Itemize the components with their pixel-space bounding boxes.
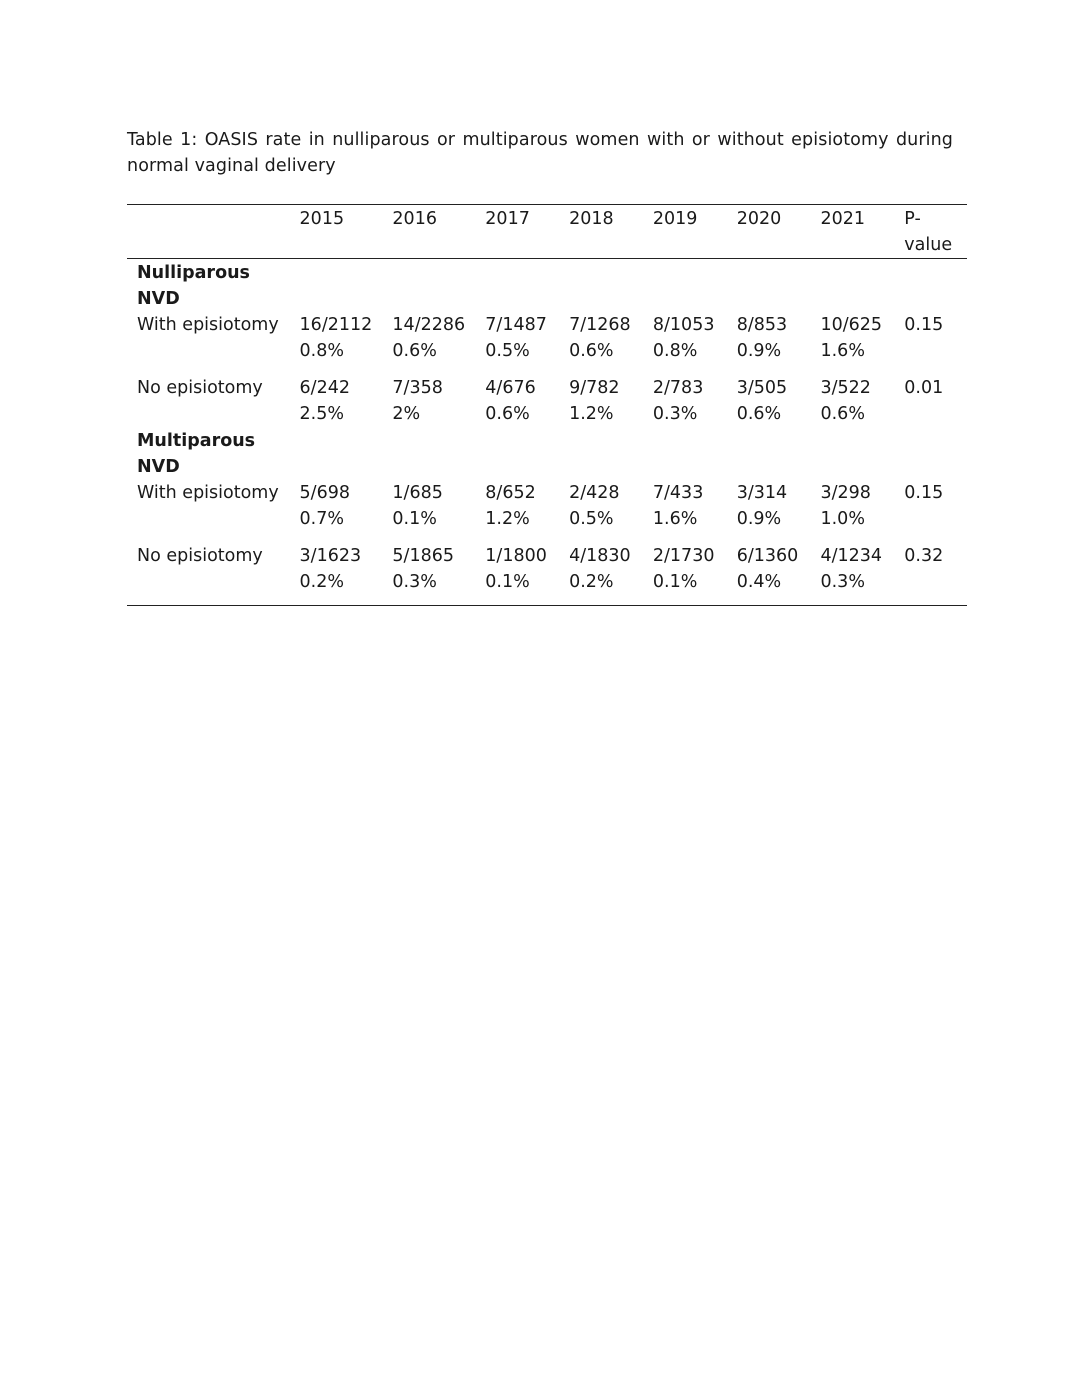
table-body <box>127 259 967 606</box>
group-header-row <box>127 259 967 313</box>
year-cell <box>559 480 643 543</box>
cell-count: 7/358 <box>392 378 443 398</box>
cell-count: 8/853 <box>736 315 788 335</box>
cell-rate: 0.3% <box>392 572 437 592</box>
year-cell <box>727 543 811 606</box>
cell-rate: 0.6% <box>820 404 865 424</box>
header-cell-p-value <box>894 205 967 259</box>
header-cell-year: 2020 <box>736 209 782 229</box>
year-cell <box>727 312 811 375</box>
empty-cell <box>894 259 967 313</box>
cell-rate: 1.2% <box>569 404 614 424</box>
year-cell <box>810 543 894 606</box>
header-cell-year: 2018 <box>569 209 614 229</box>
header-cell-year: 2017 <box>485 209 530 229</box>
year-cell <box>643 375 727 427</box>
group-label-line: NVD <box>137 289 180 309</box>
cell-count: 5/698 <box>299 483 350 503</box>
table-row <box>127 543 967 606</box>
cell-count: 2/1730 <box>652 546 715 566</box>
cell-rate: 0.6% <box>392 341 437 361</box>
year-cell <box>290 543 383 606</box>
cell-rate: 0.9% <box>736 509 782 529</box>
cell-rate: 0.1% <box>652 572 698 592</box>
year-cell <box>559 543 643 606</box>
cell-rate: 0.8% <box>299 341 345 361</box>
empty-cell <box>727 259 811 313</box>
year-cell <box>382 543 475 606</box>
year-cell <box>382 312 475 375</box>
cell-rate: 1.2% <box>485 509 530 529</box>
cell-count: 10/625 <box>820 315 883 335</box>
empty-cell <box>559 427 643 480</box>
year-cell <box>475 312 559 375</box>
cell-rate: 2.5% <box>299 404 345 424</box>
year-cell <box>810 375 894 427</box>
table-row <box>127 480 967 543</box>
cell-count: 4/1234 <box>820 546 883 566</box>
cell-rate: 2% <box>392 404 421 424</box>
year-cell <box>810 312 894 375</box>
group-label-line: NVD <box>137 457 180 477</box>
table-row <box>127 375 967 427</box>
cell-rate: 1.0% <box>820 509 865 529</box>
cell-count: 2/783 <box>652 378 704 398</box>
group-label-line: Nulliparous <box>137 263 250 283</box>
cell-count: 16/2112 <box>299 315 373 335</box>
empty-cell <box>559 259 643 313</box>
group-header-row <box>127 427 967 480</box>
empty-cell <box>475 427 559 480</box>
table-header-row <box>127 205 967 259</box>
cell-rate: 0.6% <box>485 404 530 424</box>
cell-count: 4/676 <box>485 378 536 398</box>
cell-count: 7/1487 <box>485 315 547 335</box>
row-label: With episiotomy <box>137 315 279 335</box>
cell-rate: 0.5% <box>485 341 530 361</box>
cell-rate: 0.8% <box>652 341 698 361</box>
cell-rate: 0.1% <box>485 572 530 592</box>
year-cell <box>382 480 475 543</box>
empty-cell <box>290 427 383 480</box>
cell-rate: 0.2% <box>569 572 614 592</box>
table-caption: Table 1: OASIS rate in nulliparous or multiparous women with or without episiotomy during normal vaginal delivery <box>127 130 953 176</box>
cell-count: 7/433 <box>652 483 704 503</box>
cell-count: 3/505 <box>736 378 788 398</box>
empty-cell <box>810 427 894 480</box>
group-label-line: Multiparous <box>137 431 256 451</box>
cell-count: 6/1360 <box>736 546 799 566</box>
cell-count: 3/1623 <box>299 546 362 566</box>
row-label: No episiotomy <box>137 546 263 566</box>
cell-rate: 1.6% <box>652 509 698 529</box>
cell-rate: 0.6% <box>569 341 614 361</box>
year-cell <box>475 543 559 606</box>
header-cell-year: 2016 <box>392 209 437 229</box>
year-cell <box>727 480 811 543</box>
cell-count: 3/522 <box>820 378 871 398</box>
year-cell <box>643 312 727 375</box>
cell-count: 8/1053 <box>652 315 715 335</box>
p-value-cell: 0.01 <box>904 378 944 398</box>
year-cell <box>475 375 559 427</box>
cell-count: 4/1830 <box>569 546 631 566</box>
year-cell <box>382 375 475 427</box>
year-cell <box>290 480 383 543</box>
cell-count: 8/652 <box>485 483 536 503</box>
empty-cell <box>727 427 811 480</box>
cell-rate: 0.6% <box>736 404 782 424</box>
cell-count: 7/1268 <box>569 315 631 335</box>
cell-rate: 0.5% <box>569 509 614 529</box>
cell-count: 3/298 <box>820 483 871 503</box>
empty-cell <box>810 259 894 313</box>
cell-count: 14/2286 <box>392 315 466 335</box>
header-p-line1: P- <box>904 209 921 229</box>
cell-rate: 1.6% <box>820 341 865 361</box>
year-cell <box>290 312 383 375</box>
empty-cell <box>382 427 475 480</box>
p-value-cell: 0.15 <box>904 315 944 335</box>
cell-rate: 0.2% <box>299 572 345 592</box>
empty-cell <box>894 427 967 480</box>
year-cell <box>559 312 643 375</box>
header-cell-year: 2019 <box>652 209 698 229</box>
group-label <box>127 427 290 480</box>
year-cell <box>643 480 727 543</box>
cell-rate: 0.3% <box>820 572 865 592</box>
cell-count: 6/242 <box>299 378 350 398</box>
empty-cell <box>475 259 559 313</box>
header-cell-year: 2015 <box>299 209 345 229</box>
cell-count: 9/782 <box>569 378 620 398</box>
row-label: With episiotomy <box>137 483 279 503</box>
oasis-rate-table <box>127 204 967 606</box>
cell-count: 1/685 <box>392 483 443 503</box>
empty-cell <box>382 259 475 313</box>
cell-count: 5/1865 <box>392 546 454 566</box>
cell-rate: 0.4% <box>736 572 782 592</box>
year-cell <box>290 375 383 427</box>
cell-rate: 0.1% <box>392 509 437 529</box>
cell-rate: 0.3% <box>652 404 698 424</box>
year-cell <box>810 480 894 543</box>
empty-cell <box>290 259 383 313</box>
header-cell-empty <box>127 205 290 259</box>
group-label <box>127 259 290 313</box>
year-cell <box>727 375 811 427</box>
year-cell <box>643 543 727 606</box>
cell-count: 1/1800 <box>485 546 547 566</box>
empty-cell <box>643 259 727 313</box>
header-cell-year: 2021 <box>820 209 866 229</box>
cell-count: 2/428 <box>569 483 620 503</box>
cell-rate: 0.7% <box>299 509 345 529</box>
row-label: No episiotomy <box>137 378 263 398</box>
empty-cell <box>643 427 727 480</box>
table-row <box>127 312 967 375</box>
p-value-cell: 0.15 <box>904 483 944 503</box>
year-cell <box>475 480 559 543</box>
cell-count: 3/314 <box>736 483 788 503</box>
cell-rate: 0.9% <box>736 341 782 361</box>
header-p-line2: value <box>904 235 953 255</box>
p-value-cell: 0.32 <box>904 546 944 566</box>
year-cell <box>559 375 643 427</box>
